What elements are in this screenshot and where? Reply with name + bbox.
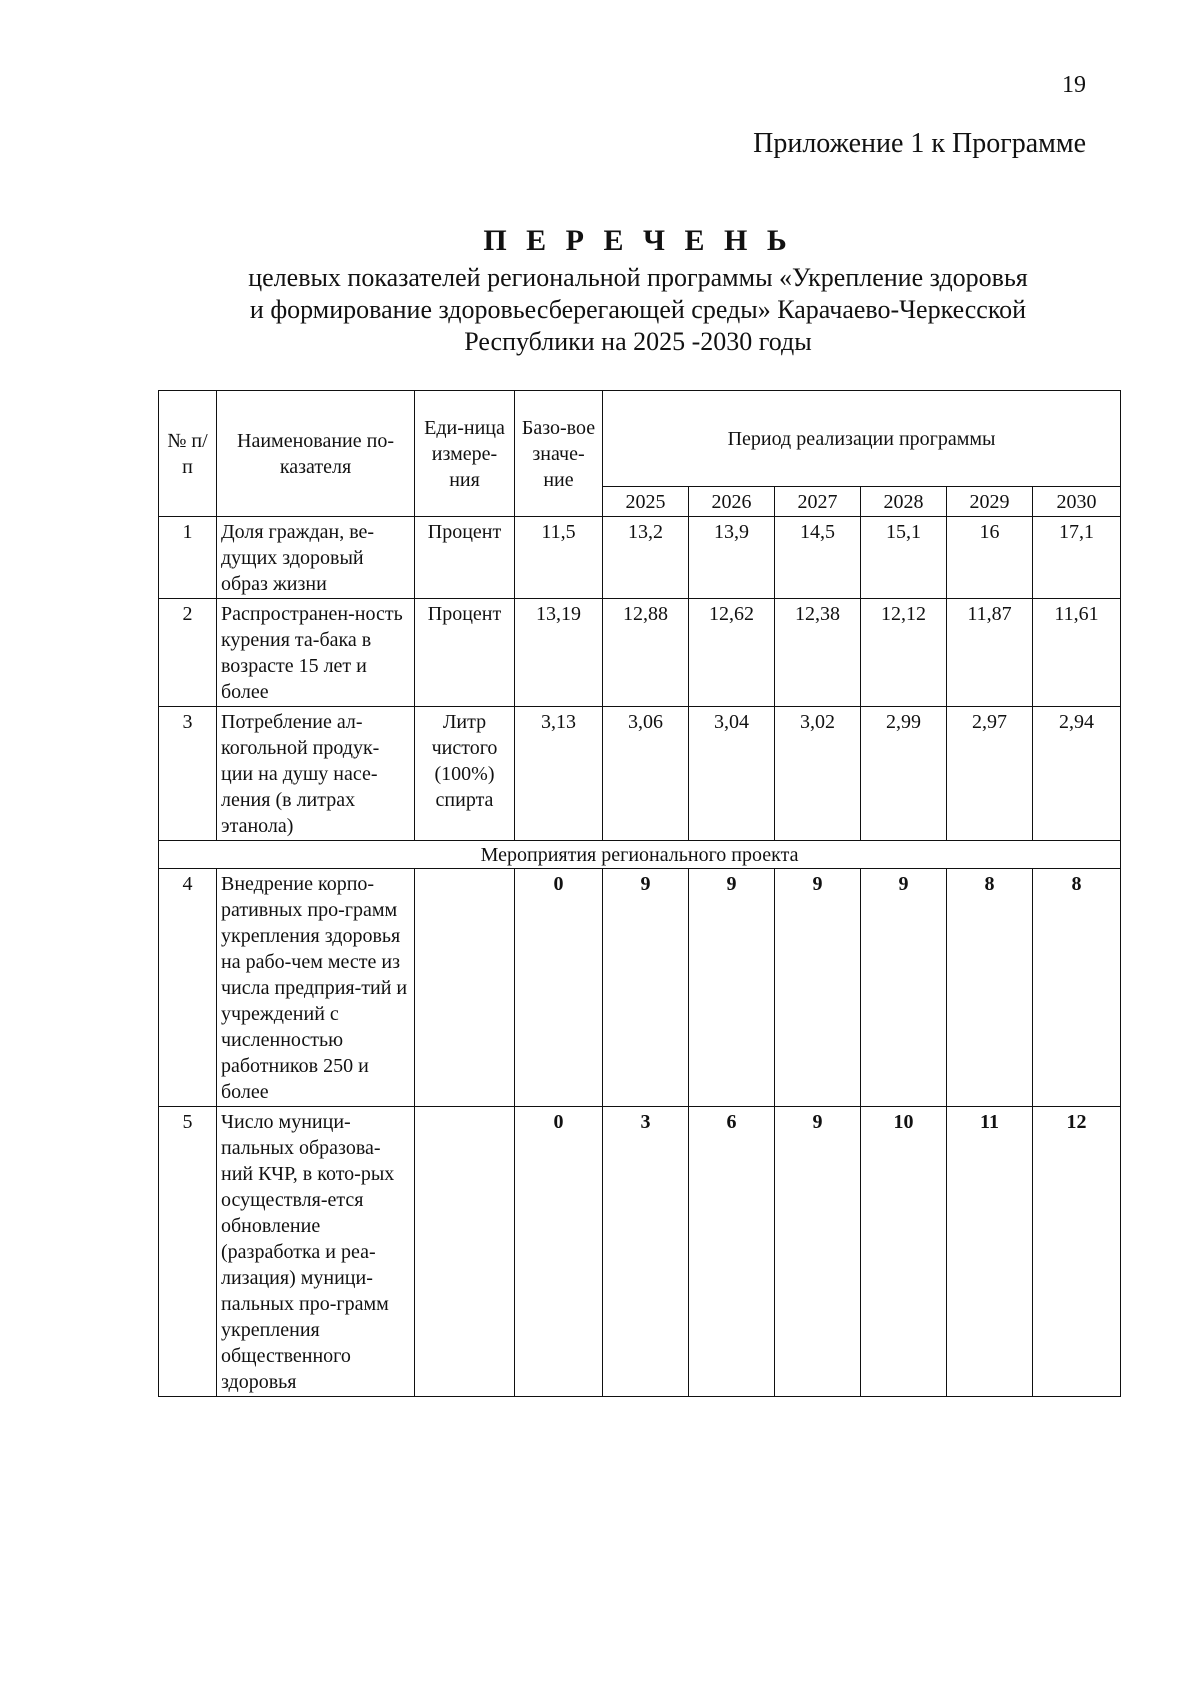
document-title: П Е Р Е Ч Е Н Ь <box>483 224 793 257</box>
table-row <box>159 1107 1121 1397</box>
row-value: 11,61 <box>1033 599 1121 707</box>
row-value: 9 <box>689 869 775 1107</box>
row-num: 3 <box>159 707 217 841</box>
row-name: Распространен-ность курения та-бака в возрасте 15 лет и более <box>217 599 415 707</box>
header-year: 2025 <box>603 487 689 517</box>
subtitle-line: целевых показателей региональной программы «Укрепление здоровья <box>248 263 1028 292</box>
row-base: 13,19 <box>515 599 603 707</box>
row-unit: Процент <box>415 599 515 707</box>
indicators-table <box>158 390 1121 1397</box>
section-row <box>159 841 1121 869</box>
header-row <box>159 391 1121 487</box>
row-value: 11,87 <box>947 599 1033 707</box>
row-value: 13,2 <box>603 517 689 599</box>
row-value: 9 <box>603 869 689 1107</box>
row-base: 0 <box>515 869 603 1107</box>
row-value: 8 <box>1033 869 1121 1107</box>
row-num: 2 <box>159 599 217 707</box>
table-row <box>159 707 1121 841</box>
row-value: 15,1 <box>861 517 947 599</box>
header-name: Наименование по-казателя <box>217 391 415 517</box>
table-row <box>159 599 1121 707</box>
row-value: 8 <box>947 869 1033 1107</box>
row-value: 12,62 <box>689 599 775 707</box>
row-name: Внедрение корпо-ративных про-грамм укрепления здоровья на рабо-чем месте из числа предприя-тий и учреждений с численностью работников 250 и более <box>217 869 415 1107</box>
title-block <box>158 224 1118 358</box>
document-subtitle <box>158 262 1118 358</box>
row-value: 3,04 <box>689 707 775 841</box>
row-unit <box>415 1107 515 1397</box>
row-value: 12,88 <box>603 599 689 707</box>
header-year: 2027 <box>775 487 861 517</box>
row-value: 16 <box>947 517 1033 599</box>
table-row <box>159 869 1121 1107</box>
row-value: 3,02 <box>775 707 861 841</box>
section-label: Мероприятия регионального проекта <box>159 841 1121 869</box>
subtitle-line: и формирование здоровьесберегающей среды» Карачаево-Черкесской <box>249 295 1027 324</box>
row-unit: Литр чистого (100%) спирта <box>415 707 515 841</box>
row-value: 12,12 <box>861 599 947 707</box>
row-value: 3,06 <box>603 707 689 841</box>
header-year: 2028 <box>861 487 947 517</box>
row-name: Число муници-пальных образова-ний КЧР, в кото-рых осуществля-ется обновление (разработка и реа-лизация) муници-пальных про-грамм укрепления общественного здоровья <box>217 1107 415 1397</box>
row-value: 3 <box>603 1107 689 1397</box>
subtitle-line: Республики на 2025 -2030 годы <box>464 327 812 356</box>
row-value: 9 <box>775 1107 861 1397</box>
row-unit: Процент <box>415 517 515 599</box>
row-name: Потребление ал-когольной продук-ции на душу насе-ления (в литрах этанола) <box>217 707 415 841</box>
row-value: 12 <box>1033 1107 1121 1397</box>
header-num: № п/п <box>159 391 217 517</box>
row-name: Доля граждан, ве-дущих здоровый образ жизни <box>217 517 415 599</box>
row-value: 9 <box>775 869 861 1107</box>
row-value: 2,99 <box>861 707 947 841</box>
header-year: 2026 <box>689 487 775 517</box>
row-value: 2,97 <box>947 707 1033 841</box>
row-value: 11 <box>947 1107 1033 1397</box>
row-base: 3,13 <box>515 707 603 841</box>
row-value: 6 <box>689 1107 775 1397</box>
header-base: Базо-вое значе-ние <box>515 391 603 517</box>
row-value: 2,94 <box>1033 707 1121 841</box>
row-value: 13,9 <box>689 517 775 599</box>
header-year: 2030 <box>1033 487 1121 517</box>
appendix-label: Приложение 1 к Программе <box>753 128 1086 159</box>
row-unit <box>415 869 515 1107</box>
row-num: 1 <box>159 517 217 599</box>
row-num: 4 <box>159 869 217 1107</box>
row-base: 11,5 <box>515 517 603 599</box>
header-year: 2029 <box>947 487 1033 517</box>
row-num: 5 <box>159 1107 217 1397</box>
header-period: Период реализации программы <box>603 391 1121 487</box>
row-value: 14,5 <box>775 517 861 599</box>
row-value: 12,38 <box>775 599 861 707</box>
row-value: 9 <box>861 869 947 1107</box>
row-value: 10 <box>861 1107 947 1397</box>
row-base: 0 <box>515 1107 603 1397</box>
row-value: 17,1 <box>1033 517 1121 599</box>
header-unit: Еди-ница измере-ния <box>415 391 515 517</box>
table-row <box>159 517 1121 599</box>
page-number: 19 <box>1062 72 1086 98</box>
